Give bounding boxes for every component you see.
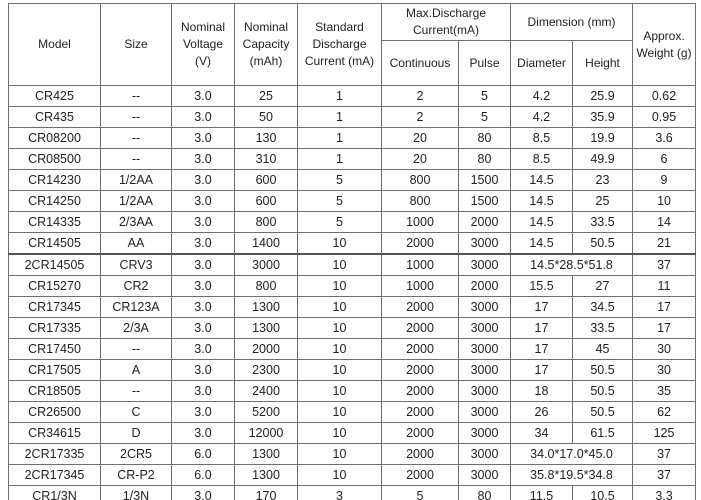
cell-continuous: 2000 bbox=[382, 297, 459, 318]
cell-model: 2CR14505 bbox=[9, 254, 101, 276]
cell-capacity: 12000 bbox=[235, 423, 298, 444]
header-weight: Approx. Weight (g) bbox=[633, 4, 696, 86]
cell-weight: 37 bbox=[633, 444, 696, 465]
cell-continuous: 1000 bbox=[382, 276, 459, 297]
cell-continuous: 2000 bbox=[382, 318, 459, 339]
cell-weight: 125 bbox=[633, 423, 696, 444]
cell-weight: 10 bbox=[633, 191, 696, 212]
cell-capacity: 1400 bbox=[235, 233, 298, 255]
cell-height: 23 bbox=[573, 170, 633, 191]
cell-standard: 10 bbox=[298, 339, 382, 360]
cell-diameter: 17 bbox=[511, 339, 573, 360]
cell-size: C bbox=[101, 402, 172, 423]
cell-height: 49.9 bbox=[573, 149, 633, 170]
header-size: Size bbox=[101, 4, 172, 86]
cell-pulse: 80 bbox=[459, 486, 511, 500]
cell-height: 50.5 bbox=[573, 381, 633, 402]
cell-model: CR14230 bbox=[9, 170, 101, 191]
cell-size: A bbox=[101, 360, 172, 381]
cell-voltage: 6.0 bbox=[172, 444, 235, 465]
cell-capacity: 5200 bbox=[235, 402, 298, 423]
cell-continuous: 1000 bbox=[382, 254, 459, 276]
cell-height: 25.9 bbox=[573, 86, 633, 107]
cell-model: CR17450 bbox=[9, 339, 101, 360]
cell-size: 2/3A bbox=[101, 318, 172, 339]
cell-voltage: 3.0 bbox=[172, 339, 235, 360]
cell-height: 33.5 bbox=[573, 212, 633, 233]
cell-size: -- bbox=[101, 381, 172, 402]
cell-pulse: 80 bbox=[459, 149, 511, 170]
header-model: Model bbox=[9, 4, 101, 86]
cell-pulse: 3000 bbox=[459, 233, 511, 255]
table-row bbox=[9, 170, 696, 191]
cell-weight: 35 bbox=[633, 381, 696, 402]
cell-pulse: 3000 bbox=[459, 465, 511, 486]
cell-standard: 10 bbox=[298, 276, 382, 297]
cell-diameter: 8.5 bbox=[511, 128, 573, 149]
cell-size: 1/3N bbox=[101, 486, 172, 500]
table-row bbox=[9, 444, 696, 465]
cell-capacity: 1300 bbox=[235, 444, 298, 465]
cell-standard: 10 bbox=[298, 402, 382, 423]
cell-weight: 0.62 bbox=[633, 86, 696, 107]
cell-weight: 9 bbox=[633, 170, 696, 191]
cell-height: 19.9 bbox=[573, 128, 633, 149]
cell-continuous: 2000 bbox=[382, 465, 459, 486]
cell-standard: 1 bbox=[298, 128, 382, 149]
table-row bbox=[9, 86, 696, 107]
cell-model: CR14335 bbox=[9, 212, 101, 233]
cell-pulse: 2000 bbox=[459, 212, 511, 233]
cell-pulse: 3000 bbox=[459, 339, 511, 360]
cell-pulse: 1500 bbox=[459, 170, 511, 191]
cell-continuous: 2 bbox=[382, 86, 459, 107]
cell-standard: 5 bbox=[298, 170, 382, 191]
cell-dimension: 34.0*17.0*45.0 bbox=[511, 444, 633, 465]
header-dimension: Dimension (mm) bbox=[511, 4, 633, 41]
cell-diameter: 14.5 bbox=[511, 212, 573, 233]
cell-continuous: 2 bbox=[382, 107, 459, 128]
cell-diameter: 17 bbox=[511, 360, 573, 381]
cell-weight: 17 bbox=[633, 297, 696, 318]
cell-dimension: 14.5*28.5*51.8 bbox=[511, 254, 633, 276]
cell-voltage: 3.0 bbox=[172, 276, 235, 297]
cell-size: D bbox=[101, 423, 172, 444]
cell-pulse: 3000 bbox=[459, 402, 511, 423]
cell-voltage: 3.0 bbox=[172, 360, 235, 381]
cell-diameter: 15.5 bbox=[511, 276, 573, 297]
cell-standard: 1 bbox=[298, 149, 382, 170]
header-continuous: Continuous bbox=[382, 41, 459, 86]
cell-model: CR17505 bbox=[9, 360, 101, 381]
cell-weight: 14 bbox=[633, 212, 696, 233]
cell-continuous: 2000 bbox=[382, 339, 459, 360]
cell-standard: 10 bbox=[298, 465, 382, 486]
cell-model: CR18505 bbox=[9, 381, 101, 402]
header-max-discharge: Max.Discharge Current(mA) bbox=[382, 4, 511, 41]
cell-size: -- bbox=[101, 339, 172, 360]
cell-height: 33.5 bbox=[573, 318, 633, 339]
cell-standard: 10 bbox=[298, 423, 382, 444]
cell-height: 35.9 bbox=[573, 107, 633, 128]
cell-capacity: 3000 bbox=[235, 254, 298, 276]
cell-weight: 21 bbox=[633, 233, 696, 255]
cell-continuous: 2000 bbox=[382, 423, 459, 444]
cell-pulse: 3000 bbox=[459, 423, 511, 444]
cell-capacity: 2400 bbox=[235, 381, 298, 402]
cell-diameter: 18 bbox=[511, 381, 573, 402]
cell-height: 45 bbox=[573, 339, 633, 360]
cell-capacity: 50 bbox=[235, 107, 298, 128]
cell-voltage: 3.0 bbox=[172, 149, 235, 170]
header-nominal-capacity: Nominal Capacity (mAh) bbox=[235, 4, 298, 86]
cell-voltage: 3.0 bbox=[172, 423, 235, 444]
table-row bbox=[9, 486, 696, 500]
cell-voltage: 3.0 bbox=[172, 128, 235, 149]
cell-size: -- bbox=[101, 86, 172, 107]
cell-model: 2CR17335 bbox=[9, 444, 101, 465]
cell-voltage: 3.0 bbox=[172, 107, 235, 128]
cell-capacity: 600 bbox=[235, 191, 298, 212]
table-row bbox=[9, 339, 696, 360]
cell-diameter: 8.5 bbox=[511, 149, 573, 170]
cell-dimension: 35.8*19.5*34.8 bbox=[511, 465, 633, 486]
cell-continuous: 1000 bbox=[382, 212, 459, 233]
header-height: Height bbox=[573, 41, 633, 86]
table-row bbox=[9, 233, 696, 255]
cell-pulse: 80 bbox=[459, 128, 511, 149]
cell-standard: 10 bbox=[298, 360, 382, 381]
table-row bbox=[9, 191, 696, 212]
cell-standard: 3 bbox=[298, 486, 382, 500]
cell-height: 27 bbox=[573, 276, 633, 297]
cell-diameter: 4.2 bbox=[511, 86, 573, 107]
cell-continuous: 20 bbox=[382, 149, 459, 170]
cell-voltage: 6.0 bbox=[172, 465, 235, 486]
cell-diameter: 26 bbox=[511, 402, 573, 423]
cell-capacity: 310 bbox=[235, 149, 298, 170]
cell-height: 25 bbox=[573, 191, 633, 212]
cell-voltage: 3.0 bbox=[172, 254, 235, 276]
cell-standard: 10 bbox=[298, 297, 382, 318]
header-pulse: Pulse bbox=[459, 41, 511, 86]
cell-weight: 3.6 bbox=[633, 128, 696, 149]
cell-weight: 6 bbox=[633, 149, 696, 170]
cell-capacity: 800 bbox=[235, 276, 298, 297]
cell-height: 34.5 bbox=[573, 297, 633, 318]
cell-pulse: 5 bbox=[459, 86, 511, 107]
cell-standard: 10 bbox=[298, 254, 382, 276]
table-row bbox=[9, 381, 696, 402]
cell-capacity: 25 bbox=[235, 86, 298, 107]
cell-weight: 11 bbox=[633, 276, 696, 297]
cell-diameter: 17 bbox=[511, 297, 573, 318]
cell-model: CR14505 bbox=[9, 233, 101, 255]
cell-capacity: 1300 bbox=[235, 465, 298, 486]
cell-pulse: 3000 bbox=[459, 360, 511, 381]
table-row bbox=[9, 297, 696, 318]
cell-size: CR-P2 bbox=[101, 465, 172, 486]
table-row bbox=[9, 465, 696, 486]
cell-height: 50.5 bbox=[573, 233, 633, 255]
cell-voltage: 3.0 bbox=[172, 402, 235, 423]
battery-spec-table bbox=[8, 3, 696, 500]
cell-capacity: 800 bbox=[235, 212, 298, 233]
table-row bbox=[9, 318, 696, 339]
cell-size: CR123A bbox=[101, 297, 172, 318]
cell-capacity: 2000 bbox=[235, 339, 298, 360]
table-row bbox=[9, 149, 696, 170]
cell-height: 10.5 bbox=[573, 486, 633, 500]
cell-model: CR08500 bbox=[9, 149, 101, 170]
cell-weight: 3.3 bbox=[633, 486, 696, 500]
cell-capacity: 1300 bbox=[235, 318, 298, 339]
cell-continuous: 5 bbox=[382, 486, 459, 500]
cell-model: CR1/3N bbox=[9, 486, 101, 500]
header-diameter: Diameter bbox=[511, 41, 573, 86]
cell-standard: 5 bbox=[298, 212, 382, 233]
cell-voltage: 3.0 bbox=[172, 191, 235, 212]
cell-height: 61.5 bbox=[573, 423, 633, 444]
table-row bbox=[9, 423, 696, 444]
cell-diameter: 14.5 bbox=[511, 233, 573, 255]
cell-continuous: 2000 bbox=[382, 402, 459, 423]
cell-continuous: 2000 bbox=[382, 360, 459, 381]
cell-continuous: 2000 bbox=[382, 444, 459, 465]
cell-capacity: 600 bbox=[235, 170, 298, 191]
cell-pulse: 3000 bbox=[459, 297, 511, 318]
cell-standard: 5 bbox=[298, 191, 382, 212]
cell-voltage: 3.0 bbox=[172, 381, 235, 402]
cell-continuous: 800 bbox=[382, 170, 459, 191]
cell-weight: 62 bbox=[633, 402, 696, 423]
cell-size: 1/2AA bbox=[101, 170, 172, 191]
cell-pulse: 3000 bbox=[459, 444, 511, 465]
cell-pulse: 1500 bbox=[459, 191, 511, 212]
cell-model: 2CR17345 bbox=[9, 465, 101, 486]
cell-pulse: 2000 bbox=[459, 276, 511, 297]
cell-pulse: 3000 bbox=[459, 318, 511, 339]
cell-standard: 1 bbox=[298, 86, 382, 107]
cell-size: AA bbox=[101, 233, 172, 255]
cell-standard: 1 bbox=[298, 107, 382, 128]
cell-weight: 37 bbox=[633, 465, 696, 486]
cell-pulse: 3000 bbox=[459, 381, 511, 402]
cell-pulse: 3000 bbox=[459, 254, 511, 276]
cell-voltage: 3.0 bbox=[172, 297, 235, 318]
cell-voltage: 3.0 bbox=[172, 170, 235, 191]
cell-diameter: 34 bbox=[511, 423, 573, 444]
table-row bbox=[9, 212, 696, 233]
cell-continuous: 2000 bbox=[382, 381, 459, 402]
cell-size: -- bbox=[101, 107, 172, 128]
cell-standard: 10 bbox=[298, 318, 382, 339]
cell-model: CR08200 bbox=[9, 128, 101, 149]
cell-weight: 17 bbox=[633, 318, 696, 339]
cell-weight: 37 bbox=[633, 254, 696, 276]
cell-size: CR2 bbox=[101, 276, 172, 297]
cell-model: CR17345 bbox=[9, 297, 101, 318]
table-row bbox=[9, 402, 696, 423]
cell-diameter: 14.5 bbox=[511, 170, 573, 191]
cell-continuous: 20 bbox=[382, 128, 459, 149]
cell-standard: 10 bbox=[298, 381, 382, 402]
cell-size: 1/2AA bbox=[101, 191, 172, 212]
cell-continuous: 800 bbox=[382, 191, 459, 212]
header-standard-discharge: Standard Discharge Current (mA) bbox=[298, 4, 382, 86]
cell-size: -- bbox=[101, 149, 172, 170]
cell-continuous: 2000 bbox=[382, 233, 459, 255]
table-row bbox=[9, 276, 696, 297]
cell-size: CRV3 bbox=[101, 254, 172, 276]
cell-capacity: 130 bbox=[235, 128, 298, 149]
cell-weight: 30 bbox=[633, 339, 696, 360]
cell-model: CR26500 bbox=[9, 402, 101, 423]
header-nominal-voltage: Nominal Voltage (V) bbox=[172, 4, 235, 86]
cell-capacity: 1300 bbox=[235, 297, 298, 318]
cell-size: 2/3AA bbox=[101, 212, 172, 233]
cell-voltage: 3.0 bbox=[172, 318, 235, 339]
cell-standard: 10 bbox=[298, 444, 382, 465]
cell-model: CR425 bbox=[9, 86, 101, 107]
cell-weight: 0.95 bbox=[633, 107, 696, 128]
cell-capacity: 2300 bbox=[235, 360, 298, 381]
cell-model: CR14250 bbox=[9, 191, 101, 212]
cell-model: CR17335 bbox=[9, 318, 101, 339]
cell-voltage: 3.0 bbox=[172, 212, 235, 233]
cell-size: -- bbox=[101, 128, 172, 149]
cell-diameter: 11.5 bbox=[511, 486, 573, 500]
cell-height: 50.5 bbox=[573, 402, 633, 423]
cell-model: CR435 bbox=[9, 107, 101, 128]
cell-weight: 30 bbox=[633, 360, 696, 381]
cell-voltage: 3.0 bbox=[172, 233, 235, 255]
table-row bbox=[9, 107, 696, 128]
cell-diameter: 14.5 bbox=[511, 191, 573, 212]
cell-standard: 10 bbox=[298, 233, 382, 255]
table-row bbox=[9, 360, 696, 381]
cell-diameter: 4.2 bbox=[511, 107, 573, 128]
table-body bbox=[9, 86, 696, 500]
table-row bbox=[9, 254, 696, 276]
cell-diameter: 17 bbox=[511, 318, 573, 339]
cell-pulse: 5 bbox=[459, 107, 511, 128]
cell-capacity: 170 bbox=[235, 486, 298, 500]
table-row bbox=[9, 128, 696, 149]
cell-voltage: 3.0 bbox=[172, 486, 235, 500]
cell-model: CR34615 bbox=[9, 423, 101, 444]
cell-height: 50.5 bbox=[573, 360, 633, 381]
cell-model: CR15270 bbox=[9, 276, 101, 297]
cell-size: 2CR5 bbox=[101, 444, 172, 465]
cell-voltage: 3.0 bbox=[172, 86, 235, 107]
